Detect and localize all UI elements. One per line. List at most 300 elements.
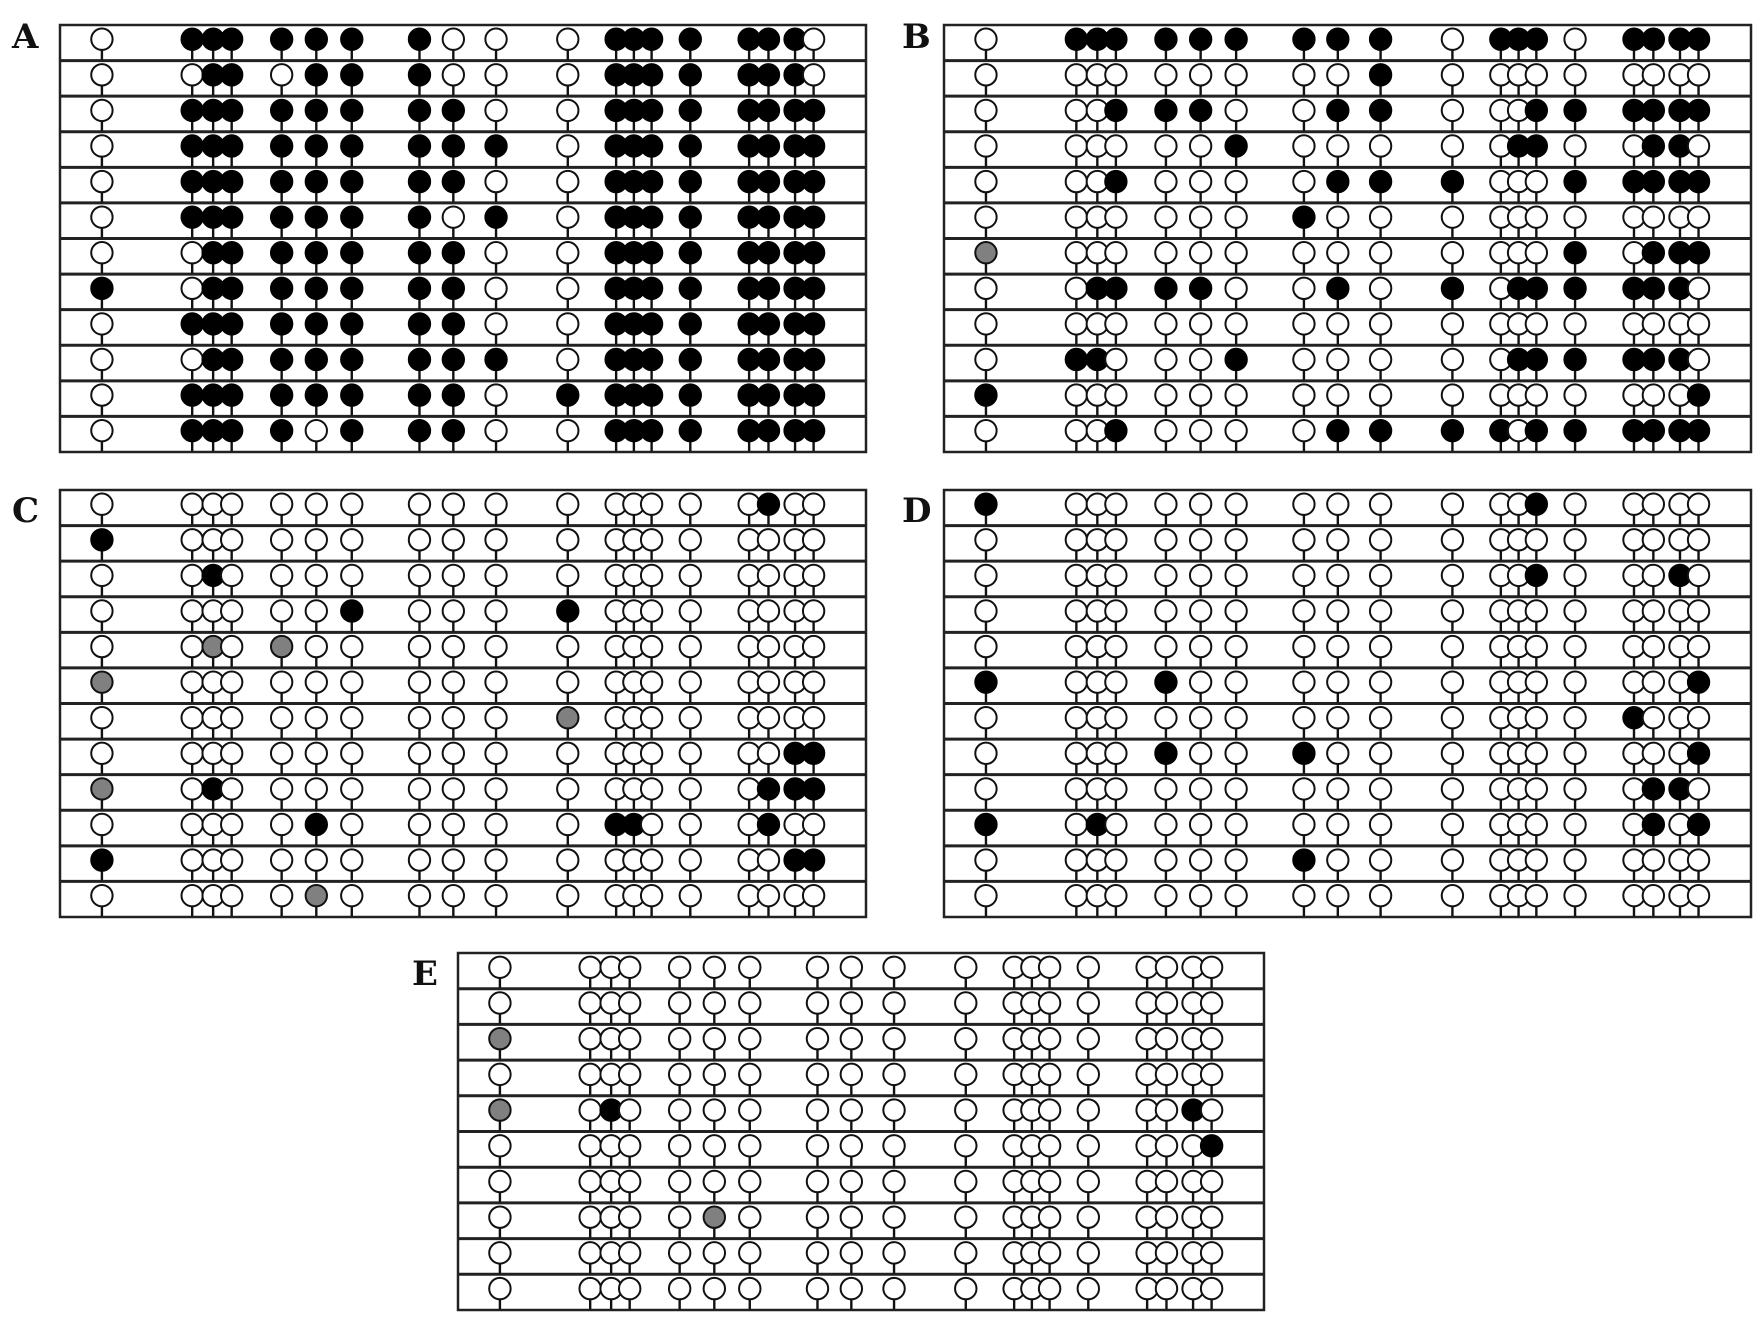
unmethylated-cpg	[1201, 957, 1222, 978]
clone-row	[91, 600, 824, 631]
unmethylated-cpg	[485, 671, 506, 692]
methylated-cpg	[409, 171, 430, 192]
unmethylated-cpg	[975, 313, 996, 334]
unmethylated-cpg	[803, 814, 824, 835]
unmethylated-cpg	[557, 849, 578, 870]
methylated-cpg	[443, 171, 464, 192]
unmethylated-cpg	[489, 1278, 510, 1299]
unmethylated-cpg	[680, 885, 701, 906]
methylated-cpg	[221, 384, 242, 405]
methylated-cpg	[680, 384, 701, 405]
unmethylated-cpg	[409, 849, 430, 870]
unmethylated-cpg	[1688, 707, 1709, 728]
unmethylated-cpg	[975, 135, 996, 156]
unmethylated-cpg	[1078, 957, 1099, 978]
methylated-cpg	[182, 420, 203, 441]
methylated-cpg	[680, 100, 701, 121]
unmethylated-cpg	[1623, 849, 1644, 870]
methylated-cpg	[758, 420, 779, 441]
unmethylated-cpg	[739, 1099, 760, 1120]
unmethylated-cpg	[680, 565, 701, 586]
unmethylated-cpg	[1155, 778, 1176, 799]
unmethylated-cpg	[738, 565, 759, 586]
unmethylated-cpg	[1293, 885, 1314, 906]
unmethylated-cpg	[557, 671, 578, 692]
unmethylated-cpg	[341, 778, 362, 799]
unmethylated-cpg	[619, 992, 640, 1013]
unmethylated-cpg	[975, 171, 996, 192]
panel-label: D	[902, 491, 932, 531]
unmethylated-cpg	[1442, 885, 1463, 906]
unmethylated-cpg	[1442, 671, 1463, 692]
unmethylated-cpg	[883, 957, 904, 978]
methylated-cpg	[738, 135, 759, 156]
unmethylated-cpg	[1623, 600, 1644, 621]
unmethylated-cpg	[1155, 600, 1176, 621]
unmethylated-cpg	[1136, 1171, 1157, 1192]
methylated-cpg	[409, 420, 430, 441]
unmethylated-cpg	[739, 1278, 760, 1299]
unmethylated-cpg	[807, 957, 828, 978]
panel-b	[902, 17, 1751, 452]
unmethylated-cpg	[1564, 64, 1585, 85]
unmethylated-cpg	[1688, 849, 1709, 870]
unmethylated-cpg	[841, 957, 862, 978]
unmethylated-cpg	[579, 1171, 600, 1192]
unmethylated-cpg	[680, 671, 701, 692]
unmethylated-cpg	[1370, 849, 1391, 870]
unmethylated-cpg	[1526, 64, 1547, 85]
panel-a	[11, 17, 866, 452]
unmethylated-cpg	[1442, 100, 1463, 121]
unmethylated-cpg	[409, 600, 430, 621]
methylated-cpg	[975, 671, 996, 692]
methylated-cpg	[1526, 100, 1547, 121]
methylated-cpg	[306, 171, 327, 192]
unmethylated-cpg	[758, 565, 779, 586]
unmethylated-cpg	[803, 29, 824, 50]
unmethylated-cpg	[619, 1135, 640, 1156]
unmethylated-cpg	[579, 957, 600, 978]
unmethylated-cpg	[1293, 384, 1314, 405]
clone-row	[975, 707, 1709, 738]
unmethylated-cpg	[1327, 313, 1348, 334]
clone-row	[975, 384, 1709, 415]
unmethylated-cpg	[1190, 242, 1211, 263]
unmethylated-cpg	[557, 814, 578, 835]
methylated-cpg	[1293, 206, 1314, 227]
unmethylated-cpg	[841, 1028, 862, 1049]
methylated-cpg	[443, 242, 464, 263]
unmethylated-cpg	[1564, 743, 1585, 764]
unmethylated-cpg	[1156, 1206, 1177, 1227]
unmethylated-cpg	[641, 529, 662, 550]
methylated-cpg	[443, 135, 464, 156]
unmethylated-cpg	[1293, 313, 1314, 334]
unmethylated-cpg	[807, 1028, 828, 1049]
unmethylated-cpg	[955, 1242, 976, 1263]
unmethylated-cpg	[1564, 885, 1585, 906]
clone-row	[975, 135, 1709, 166]
unmethylated-cpg	[1039, 1206, 1060, 1227]
unmethylated-cpg	[1156, 1242, 1177, 1263]
unmethylated-cpg	[1688, 565, 1709, 586]
unmethylated-cpg	[485, 600, 506, 621]
unmethylated-cpg	[1136, 1099, 1157, 1120]
clone-row	[975, 743, 1709, 774]
methylated-cpg	[680, 420, 701, 441]
methylated-cpg	[409, 349, 430, 370]
clone-row	[91, 171, 824, 202]
methylated-cpg	[1066, 349, 1087, 370]
unmethylated-cpg	[1442, 242, 1463, 263]
unmethylated-cpg	[443, 778, 464, 799]
unmethylated-cpg	[704, 1028, 725, 1049]
unmethylated-cpg	[485, 242, 506, 263]
unmethylated-cpg	[1643, 671, 1664, 692]
unmethylated-cpg	[221, 778, 242, 799]
panel-d	[902, 490, 1751, 917]
partially-methylated-cpg	[489, 1099, 510, 1120]
unmethylated-cpg	[1564, 671, 1585, 692]
unmethylated-cpg	[1623, 671, 1644, 692]
unmethylated-cpg	[841, 1206, 862, 1227]
unmethylated-cpg	[557, 743, 578, 764]
unmethylated-cpg	[807, 1242, 828, 1263]
unmethylated-cpg	[739, 1135, 760, 1156]
unmethylated-cpg	[443, 814, 464, 835]
methylated-cpg	[803, 242, 824, 263]
methylated-cpg	[341, 29, 362, 50]
unmethylated-cpg	[182, 885, 203, 906]
methylated-cpg	[1564, 242, 1585, 263]
unmethylated-cpg	[409, 743, 430, 764]
clone-row	[975, 778, 1709, 809]
unmethylated-cpg	[641, 743, 662, 764]
unmethylated-cpg	[1190, 885, 1211, 906]
unmethylated-cpg	[1066, 778, 1087, 799]
unmethylated-cpg	[1293, 171, 1314, 192]
methylated-cpg	[1105, 278, 1126, 299]
methylated-cpg	[1526, 420, 1547, 441]
unmethylated-cpg	[803, 494, 824, 515]
methylated-cpg	[1526, 349, 1547, 370]
unmethylated-cpg	[91, 171, 112, 192]
unmethylated-cpg	[1155, 565, 1176, 586]
methylated-cpg	[1688, 420, 1709, 441]
unmethylated-cpg	[1156, 992, 1177, 1013]
methylated-cpg	[803, 278, 824, 299]
unmethylated-cpg	[680, 814, 701, 835]
methylated-cpg	[641, 206, 662, 227]
unmethylated-cpg	[883, 1135, 904, 1156]
unmethylated-cpg	[182, 743, 203, 764]
clone-row	[975, 29, 1709, 60]
unmethylated-cpg	[1225, 278, 1246, 299]
unmethylated-cpg	[271, 849, 292, 870]
unmethylated-cpg	[1623, 529, 1644, 550]
methylated-cpg	[680, 278, 701, 299]
unmethylated-cpg	[1105, 814, 1126, 835]
unmethylated-cpg	[182, 600, 203, 621]
unmethylated-cpg	[739, 1171, 760, 1192]
clone-row	[975, 885, 1709, 916]
methylated-cpg	[341, 206, 362, 227]
unmethylated-cpg	[955, 1135, 976, 1156]
unmethylated-cpg	[182, 494, 203, 515]
unmethylated-cpg	[1136, 1135, 1157, 1156]
unmethylated-cpg	[1155, 242, 1176, 263]
unmethylated-cpg	[738, 778, 759, 799]
clone-row	[91, 420, 824, 451]
unmethylated-cpg	[883, 1278, 904, 1299]
clone-row	[975, 636, 1709, 667]
unmethylated-cpg	[975, 707, 996, 728]
unmethylated-cpg	[1293, 242, 1314, 263]
unmethylated-cpg	[1370, 707, 1391, 728]
unmethylated-cpg	[489, 1171, 510, 1192]
methylated-cpg	[1442, 278, 1463, 299]
methylated-cpg	[803, 206, 824, 227]
clone-row	[489, 1028, 1222, 1059]
unmethylated-cpg	[557, 29, 578, 50]
methylated-cpg	[1066, 29, 1087, 50]
methylated-cpg	[182, 29, 203, 50]
clone-row	[91, 242, 824, 273]
unmethylated-cpg	[221, 636, 242, 657]
methylated-cpg	[641, 171, 662, 192]
unmethylated-cpg	[1066, 100, 1087, 121]
partially-methylated-cpg	[91, 778, 112, 799]
clone-row	[91, 636, 824, 667]
unmethylated-cpg	[758, 636, 779, 657]
unmethylated-cpg	[1136, 1206, 1157, 1227]
unmethylated-cpg	[1155, 135, 1176, 156]
unmethylated-cpg	[1039, 1135, 1060, 1156]
unmethylated-cpg	[669, 1099, 690, 1120]
unmethylated-cpg	[182, 778, 203, 799]
clone-row	[91, 885, 824, 916]
unmethylated-cpg	[1442, 529, 1463, 550]
methylated-cpg	[1225, 135, 1246, 156]
unmethylated-cpg	[1190, 206, 1211, 227]
unmethylated-cpg	[1039, 1171, 1060, 1192]
unmethylated-cpg	[1066, 600, 1087, 621]
unmethylated-cpg	[1370, 885, 1391, 906]
unmethylated-cpg	[619, 1242, 640, 1263]
unmethylated-cpg	[807, 1278, 828, 1299]
methylated-cpg	[1225, 29, 1246, 50]
unmethylated-cpg	[1688, 206, 1709, 227]
clone-row	[91, 206, 824, 237]
clone-row	[975, 100, 1709, 131]
unmethylated-cpg	[579, 992, 600, 1013]
clone-row	[975, 529, 1709, 560]
methylated-cpg	[758, 206, 779, 227]
methylated-cpg	[758, 64, 779, 85]
unmethylated-cpg	[1190, 743, 1211, 764]
methylated-cpg	[1643, 29, 1664, 50]
unmethylated-cpg	[557, 64, 578, 85]
unmethylated-cpg	[975, 743, 996, 764]
unmethylated-cpg	[1688, 349, 1709, 370]
unmethylated-cpg	[409, 529, 430, 550]
unmethylated-cpg	[680, 600, 701, 621]
methylated-cpg	[1155, 100, 1176, 121]
methylated-cpg	[641, 135, 662, 156]
unmethylated-cpg	[409, 814, 430, 835]
unmethylated-cpg	[557, 565, 578, 586]
unmethylated-cpg	[1442, 313, 1463, 334]
unmethylated-cpg	[341, 743, 362, 764]
unmethylated-cpg	[1136, 1064, 1157, 1085]
unmethylated-cpg	[306, 778, 327, 799]
methylated-cpg	[341, 135, 362, 156]
unmethylated-cpg	[1564, 135, 1585, 156]
methylated-cpg	[738, 313, 759, 334]
unmethylated-cpg	[1327, 135, 1348, 156]
unmethylated-cpg	[1327, 206, 1348, 227]
clone-row	[489, 957, 1222, 988]
unmethylated-cpg	[1327, 494, 1348, 515]
clone-row	[489, 1064, 1222, 1095]
unmethylated-cpg	[1688, 494, 1709, 515]
unmethylated-cpg	[1643, 600, 1664, 621]
methylated-cpg	[221, 313, 242, 334]
unmethylated-cpg	[1066, 636, 1087, 657]
unmethylated-cpg	[955, 1171, 976, 1192]
partially-methylated-cpg	[704, 1206, 725, 1227]
unmethylated-cpg	[1155, 529, 1176, 550]
unmethylated-cpg	[883, 1099, 904, 1120]
unmethylated-cpg	[1327, 885, 1348, 906]
unmethylated-cpg	[1643, 313, 1664, 334]
unmethylated-cpg	[1201, 1206, 1222, 1227]
clone-row	[91, 384, 824, 415]
unmethylated-cpg	[1105, 565, 1126, 586]
unmethylated-cpg	[443, 600, 464, 621]
methylated-cpg	[1190, 29, 1211, 50]
unmethylated-cpg	[1526, 529, 1547, 550]
clone-row	[975, 349, 1709, 380]
unmethylated-cpg	[1201, 1171, 1222, 1192]
unmethylated-cpg	[803, 64, 824, 85]
unmethylated-cpg	[1105, 671, 1126, 692]
methylated-cpg	[1643, 278, 1664, 299]
methylated-cpg	[680, 29, 701, 50]
methylated-cpg	[271, 171, 292, 192]
unmethylated-cpg	[641, 600, 662, 621]
unmethylated-cpg	[1225, 494, 1246, 515]
unmethylated-cpg	[738, 707, 759, 728]
methylated-cpg	[680, 171, 701, 192]
unmethylated-cpg	[182, 636, 203, 657]
unmethylated-cpg	[1293, 420, 1314, 441]
clone-row	[91, 349, 824, 380]
unmethylated-cpg	[1225, 64, 1246, 85]
unmethylated-cpg	[1370, 600, 1391, 621]
unmethylated-cpg	[1564, 384, 1585, 405]
unmethylated-cpg	[1564, 529, 1585, 550]
unmethylated-cpg	[485, 278, 506, 299]
unmethylated-cpg	[182, 349, 203, 370]
unmethylated-cpg	[341, 707, 362, 728]
methylated-cpg	[306, 814, 327, 835]
unmethylated-cpg	[803, 636, 824, 657]
methylated-cpg	[1564, 420, 1585, 441]
clone-row	[489, 1135, 1222, 1166]
unmethylated-cpg	[271, 600, 292, 621]
methylated-cpg	[91, 278, 112, 299]
unmethylated-cpg	[1156, 1099, 1177, 1120]
clone-row	[975, 278, 1709, 309]
clone-row	[975, 849, 1709, 880]
unmethylated-cpg	[91, 242, 112, 263]
unmethylated-cpg	[557, 242, 578, 263]
unmethylated-cpg	[182, 849, 203, 870]
unmethylated-cpg	[1564, 565, 1585, 586]
methylated-cpg	[758, 349, 779, 370]
methylated-cpg	[1201, 1135, 1222, 1156]
unmethylated-cpg	[841, 1278, 862, 1299]
unmethylated-cpg	[485, 384, 506, 405]
unmethylated-cpg	[182, 565, 203, 586]
unmethylated-cpg	[1105, 885, 1126, 906]
unmethylated-cpg	[1066, 885, 1087, 906]
clone-row	[91, 529, 824, 560]
unmethylated-cpg	[409, 565, 430, 586]
unmethylated-cpg	[1327, 814, 1348, 835]
unmethylated-cpg	[306, 600, 327, 621]
unmethylated-cpg	[1136, 1242, 1157, 1263]
unmethylated-cpg	[221, 529, 242, 550]
unmethylated-cpg	[1225, 100, 1246, 121]
methylated-cpg	[1643, 349, 1664, 370]
unmethylated-cpg	[91, 743, 112, 764]
unmethylated-cpg	[758, 600, 779, 621]
clone-row	[975, 671, 1709, 702]
unmethylated-cpg	[1327, 743, 1348, 764]
methylated-cpg	[1564, 171, 1585, 192]
methylated-cpg	[1526, 29, 1547, 50]
clone-row	[91, 743, 824, 774]
unmethylated-cpg	[1190, 778, 1211, 799]
unmethylated-cpg	[409, 885, 430, 906]
methylated-cpg	[1643, 100, 1664, 121]
unmethylated-cpg	[306, 671, 327, 692]
methylated-cpg	[182, 135, 203, 156]
unmethylated-cpg	[91, 100, 112, 121]
unmethylated-cpg	[1370, 671, 1391, 692]
methylated-cpg	[221, 278, 242, 299]
unmethylated-cpg	[975, 349, 996, 370]
unmethylated-cpg	[1066, 135, 1087, 156]
unmethylated-cpg	[1105, 313, 1126, 334]
unmethylated-cpg	[1190, 671, 1211, 692]
unmethylated-cpg	[1066, 278, 1087, 299]
unmethylated-cpg	[803, 885, 824, 906]
methylated-cpg	[341, 420, 362, 441]
methylated-cpg	[271, 420, 292, 441]
methylated-cpg	[221, 29, 242, 50]
unmethylated-cpg	[557, 100, 578, 121]
unmethylated-cpg	[1564, 29, 1585, 50]
unmethylated-cpg	[1643, 64, 1664, 85]
unmethylated-cpg	[271, 494, 292, 515]
clone-row	[91, 64, 824, 95]
methylated-cpg	[182, 100, 203, 121]
unmethylated-cpg	[1105, 494, 1126, 515]
